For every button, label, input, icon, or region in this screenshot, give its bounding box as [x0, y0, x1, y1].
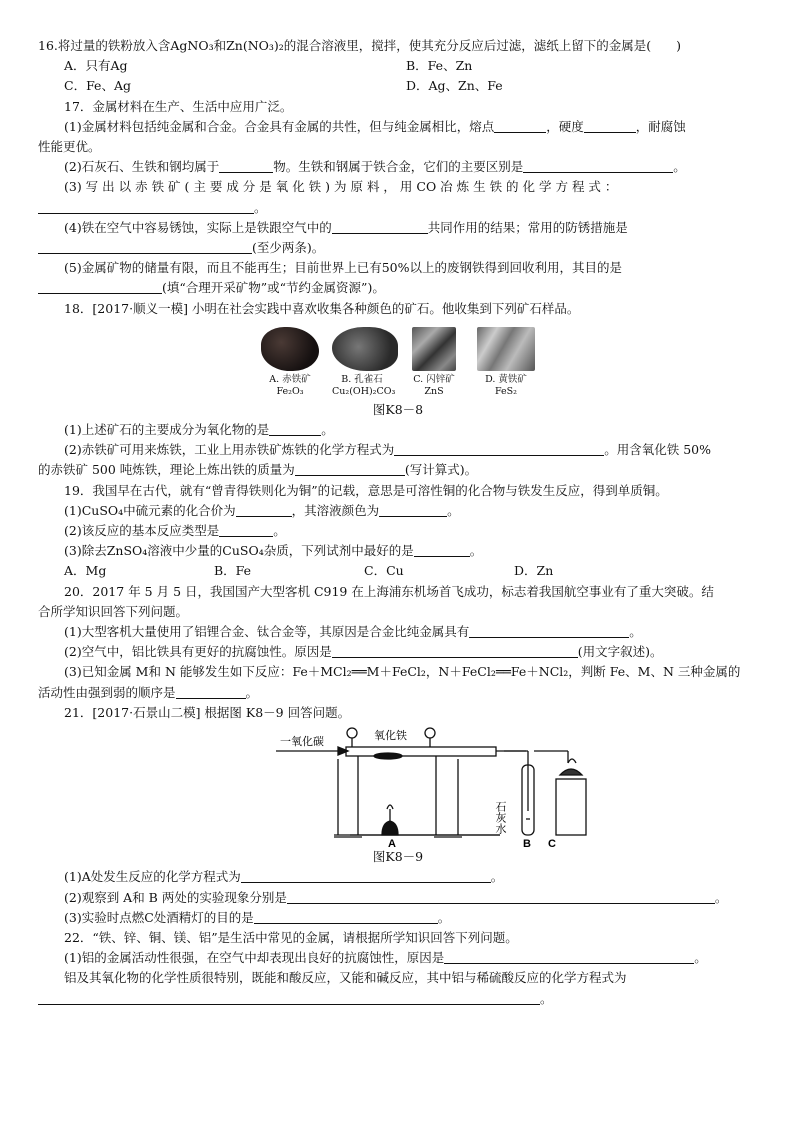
answer-blank[interactable] — [295, 462, 405, 476]
answer-blank[interactable] — [379, 503, 447, 517]
q17-p5-text: (填“合理开采矿物”或“节约金属资源”)。 — [162, 280, 385, 296]
q19-option-d: D．Zn — [514, 563, 554, 579]
worksheet — [38, 36, 758, 1009]
q16-stem: 16.将过量的铁粉放入含AgNO₃和Zn(NO₃)₂的混合溶液里，搅拌，使其充分反应后过滤，滤纸上留下的金属是( ) — [38, 38, 682, 53]
apparatus-figure — [38, 723, 758, 847]
q20-p3-text: 。 — [245, 684, 259, 700]
q22-p1-text: 。 — [694, 950, 707, 966]
q21-p1-text: 。 — [490, 869, 504, 885]
mineral-formula: FeS₂ — [494, 385, 517, 397]
mineral-name: C. 闪锌矿 — [413, 373, 455, 385]
q17-p4-cont — [38, 238, 758, 258]
q16-option-a: A．只有Ag — [64, 58, 128, 74]
q21-part3 — [38, 908, 758, 928]
q18-p2-cont — [38, 460, 758, 480]
q19-p1-text: ，其溶液颜色为 — [291, 502, 380, 518]
q20-part1 — [38, 622, 758, 642]
q18-part1 — [38, 420, 758, 440]
co-label: 一氧化碳 — [280, 736, 324, 749]
answer-blank[interactable] — [38, 991, 540, 1005]
q17-p1-text: (1)金属材料包括纯金属和合金。合金具有金属的共性，但与纯金属相比，熔点 — [64, 118, 495, 134]
q18-part2 — [38, 440, 758, 460]
mineral-figure — [38, 327, 758, 398]
q21-p3-text: 。 — [437, 909, 451, 925]
q17-p1-text: ，硬度 — [546, 118, 584, 134]
q20-p1-text: (1)大型客机大量使用了铝锂合金、钛合金等，其原因是合金比纯金属具有 — [64, 624, 470, 640]
q19-p1-text: (1)CuSO₄中硫元素的化合价为 — [64, 502, 236, 518]
q17-part4 — [38, 218, 758, 238]
q16-option-c: C．Fe、Ag — [64, 78, 131, 94]
answer-blank[interactable] — [219, 159, 273, 173]
answer-blank[interactable] — [219, 523, 273, 537]
q20-part2 — [38, 642, 758, 662]
q19-part1 — [38, 501, 758, 521]
label-c: C — [548, 838, 556, 848]
q17-p1-cont: 性能更优。 — [38, 139, 101, 155]
hematite-image — [261, 327, 319, 371]
q19-p2-text: 。 — [273, 523, 286, 539]
answer-blank[interactable] — [236, 503, 292, 517]
sphalerite-image — [412, 327, 456, 371]
apparatus-diagram — [38, 723, 758, 847]
mineral-sample — [260, 327, 320, 398]
answer-blank[interactable] — [254, 910, 438, 924]
mineral-sample — [332, 327, 396, 398]
q17-p4-text: (至少两条)。 — [252, 240, 325, 256]
mineral-name: D. 黄铁矿 — [485, 373, 527, 385]
mineral-formula: Fe₂O₃ — [276, 385, 304, 397]
answer-blank[interactable] — [494, 119, 546, 133]
q18-p2-text: 的赤铁矿 500 吨炼铁，理论上炼出铁的质量为 — [38, 462, 295, 478]
q22-part1 — [38, 948, 758, 968]
mineral-name: A. 赤铁矿 — [269, 373, 311, 385]
q17-part5: (5)金属矿物的储量有限，而且不能再生；目前世界上已有50%以上的废钢铁得到回收利用，其目的是 — [64, 260, 622, 276]
q21-p1-text: (1)A处发生反应的化学方程式为 — [64, 869, 241, 885]
mineral-name: B. 孔雀石 — [341, 373, 383, 385]
q20-p1-text: 。 — [629, 624, 642, 640]
q16-options-row2 — [38, 76, 758, 96]
figure-caption-k8-8: 图K8－8 — [372, 401, 424, 417]
pyrite-image — [477, 327, 535, 371]
answer-blank[interactable] — [241, 869, 491, 883]
answer-blank[interactable] — [584, 119, 636, 133]
q20-stem: 20．2017 年 5 月 5 日，我国国产大型客机 C919 在上海浦东机场首飞成功，标志着我国航空事业有了重大突破。结 — [64, 583, 714, 599]
q22-p1-text: (1)铝的金属活动性很强，在空气中却表现出良好的抗腐蚀性，原因是 — [64, 950, 445, 966]
q17-p2-text: 。 — [673, 159, 686, 175]
q17-p2-text: 物。生铁和钢属于铁合金，它们的主要区别是 — [273, 159, 524, 175]
q17-p2-text: (2)石灰石、生铁和钢均属于 — [64, 159, 220, 175]
q19-p1-text: 。 — [447, 502, 460, 518]
q16-option-d: D．Ag、Zn、Fe — [406, 78, 503, 94]
q16-option-b: B．Fe、Zn — [406, 58, 473, 74]
answer-blank[interactable] — [38, 200, 254, 214]
answer-blank[interactable] — [469, 624, 629, 638]
answer-blank[interactable] — [176, 685, 246, 699]
q17-part1 — [38, 117, 758, 137]
q19-option-c: C．Cu — [364, 563, 404, 579]
mineral-formula: ZnS — [424, 385, 444, 397]
q17-p4-text: 共同作用的结果；常用的防锈措施是 — [427, 219, 628, 235]
q16-options-row1 — [38, 56, 758, 76]
q20-p3-cont — [38, 683, 758, 703]
q19-part2 — [38, 521, 758, 541]
q18-p2-text: (2)赤铁矿可用来炼铁，工业上用赤铁矿炼铁的化学方程式为 — [64, 442, 395, 458]
q20-stem-cont: 合所学知识回答下列问题。 — [38, 603, 189, 619]
q20-p2-text: (用文字叙述)。 — [577, 644, 663, 660]
q17-p1-text: ，耐腐蚀 — [635, 118, 686, 134]
q22-stem: 22．“铁、锌、铜、镁、铝”是生活中常见的金属，请根据所学知识回答下列问题。 — [64, 929, 518, 945]
answer-blank[interactable] — [523, 159, 673, 173]
answer-blank[interactable] — [414, 543, 470, 557]
q21-part1 — [38, 867, 758, 887]
q20-p3-text: 活动性由强到弱的顺序是 — [38, 684, 176, 700]
answer-blank[interactable] — [332, 644, 578, 658]
q19-option-b: B．Fe — [214, 563, 252, 579]
q21-p3-text: (3)实验时点燃C处酒精灯的目的是 — [64, 909, 254, 925]
answer-blank[interactable] — [38, 240, 252, 254]
q18-p1-text: 。 — [321, 422, 334, 438]
q21-p2-text: 。 — [714, 889, 728, 905]
answer-blank[interactable] — [287, 890, 715, 904]
answer-blank[interactable] — [394, 442, 604, 456]
answer-blank[interactable] — [332, 220, 428, 234]
q19-option-a: A．Mg — [64, 563, 107, 579]
q17-part2 — [38, 157, 758, 177]
mineral-sample — [476, 327, 536, 398]
q22-p3-text: 。 — [540, 990, 553, 1006]
answer-blank[interactable] — [38, 280, 162, 294]
answer-blank[interactable] — [269, 422, 321, 436]
figure-caption-k8-9: 图K8－9 — [372, 849, 424, 865]
q20-p2-text: (2)空气中，铝比铁具有更好的抗腐蚀性。原因是 — [64, 644, 332, 660]
malachite-image — [332, 327, 398, 371]
label-b: B — [523, 838, 531, 848]
q17-p4-text: (4)铁在空气中容易锈蚀，实际上是铁跟空气中的 — [64, 219, 332, 235]
q19-p3-text: 。 — [469, 543, 483, 559]
limewater-label: 石灰水 — [494, 801, 506, 835]
iron-oxide-label: 氧化铁 — [374, 730, 407, 743]
mineral-sample — [404, 327, 464, 398]
label-a: A — [388, 838, 396, 848]
q17-p5-cont — [38, 278, 758, 298]
q19-stem: 19．我国早在古代，就有“曾青得铁则化为铜”的记载，意思是可溶性铜的化合物与铁发生反应，得到单质铜。 — [64, 482, 668, 498]
q19-p3-text: (3)除去ZnSO₄溶液中少量的CuSO₄杂质，下列试剂中最好的是 — [64, 543, 414, 559]
q17-p3-text: 。 — [254, 199, 267, 215]
q18-p2-text: (写计算式)。 — [404, 462, 478, 478]
q20-part3: (3)已知金属 M和 N 能够发生如下反应：Fe＋MCl₂══M＋FeCl₂，N＋FeCl₂══Fe＋NCl₂，判断 Fe、M、N 三种金属的 — [64, 664, 741, 680]
q21-p2-text: (2)观察到 A和 B 两处的实验现象分别是 — [64, 889, 287, 905]
q17-p3-answer — [38, 198, 758, 218]
q17-stem: 17．金属材料在生产、生活中应用广泛。 — [64, 98, 293, 114]
q17-part3: (3) 写 出 以 赤 铁 矿 ( 主 要 成 分 是 氧 化 铁 ) 为 原 料 ， 用 CO 冶 炼 生 铁 的 化 学 方 程 式 ： — [64, 179, 618, 195]
q18-stem: 18．[2017·顺义一模] 小明在社会实践中喜欢收集各种颜色的矿石。他收集到下列矿石样品。 — [64, 300, 580, 316]
mineral-formula: Cu₂(OH)₂CO₃ — [332, 385, 396, 397]
q22-part2: 铝及其氧化物的化学性质很特别，既能和酸反应，又能和碱反应，其中铝与稀硫酸反应的化学方程式为 — [64, 970, 627, 986]
q22-p2-answer — [38, 989, 758, 1009]
q18-p1-text: (1)上述矿石的主要成分为氧化物的是 — [64, 422, 270, 438]
q19-part3 — [38, 541, 758, 561]
answer-blank[interactable] — [444, 950, 694, 964]
q19-options — [38, 561, 758, 581]
q21-part2 — [38, 888, 758, 908]
q18-p2-text: 。用含氧化铁 50% — [604, 442, 711, 458]
q19-p2-text: (2)该反应的基本反应类型是 — [64, 523, 220, 539]
q21-stem: 21．[2017·石景山二模] 根据图 K8－9 回答问题。 — [64, 704, 351, 720]
